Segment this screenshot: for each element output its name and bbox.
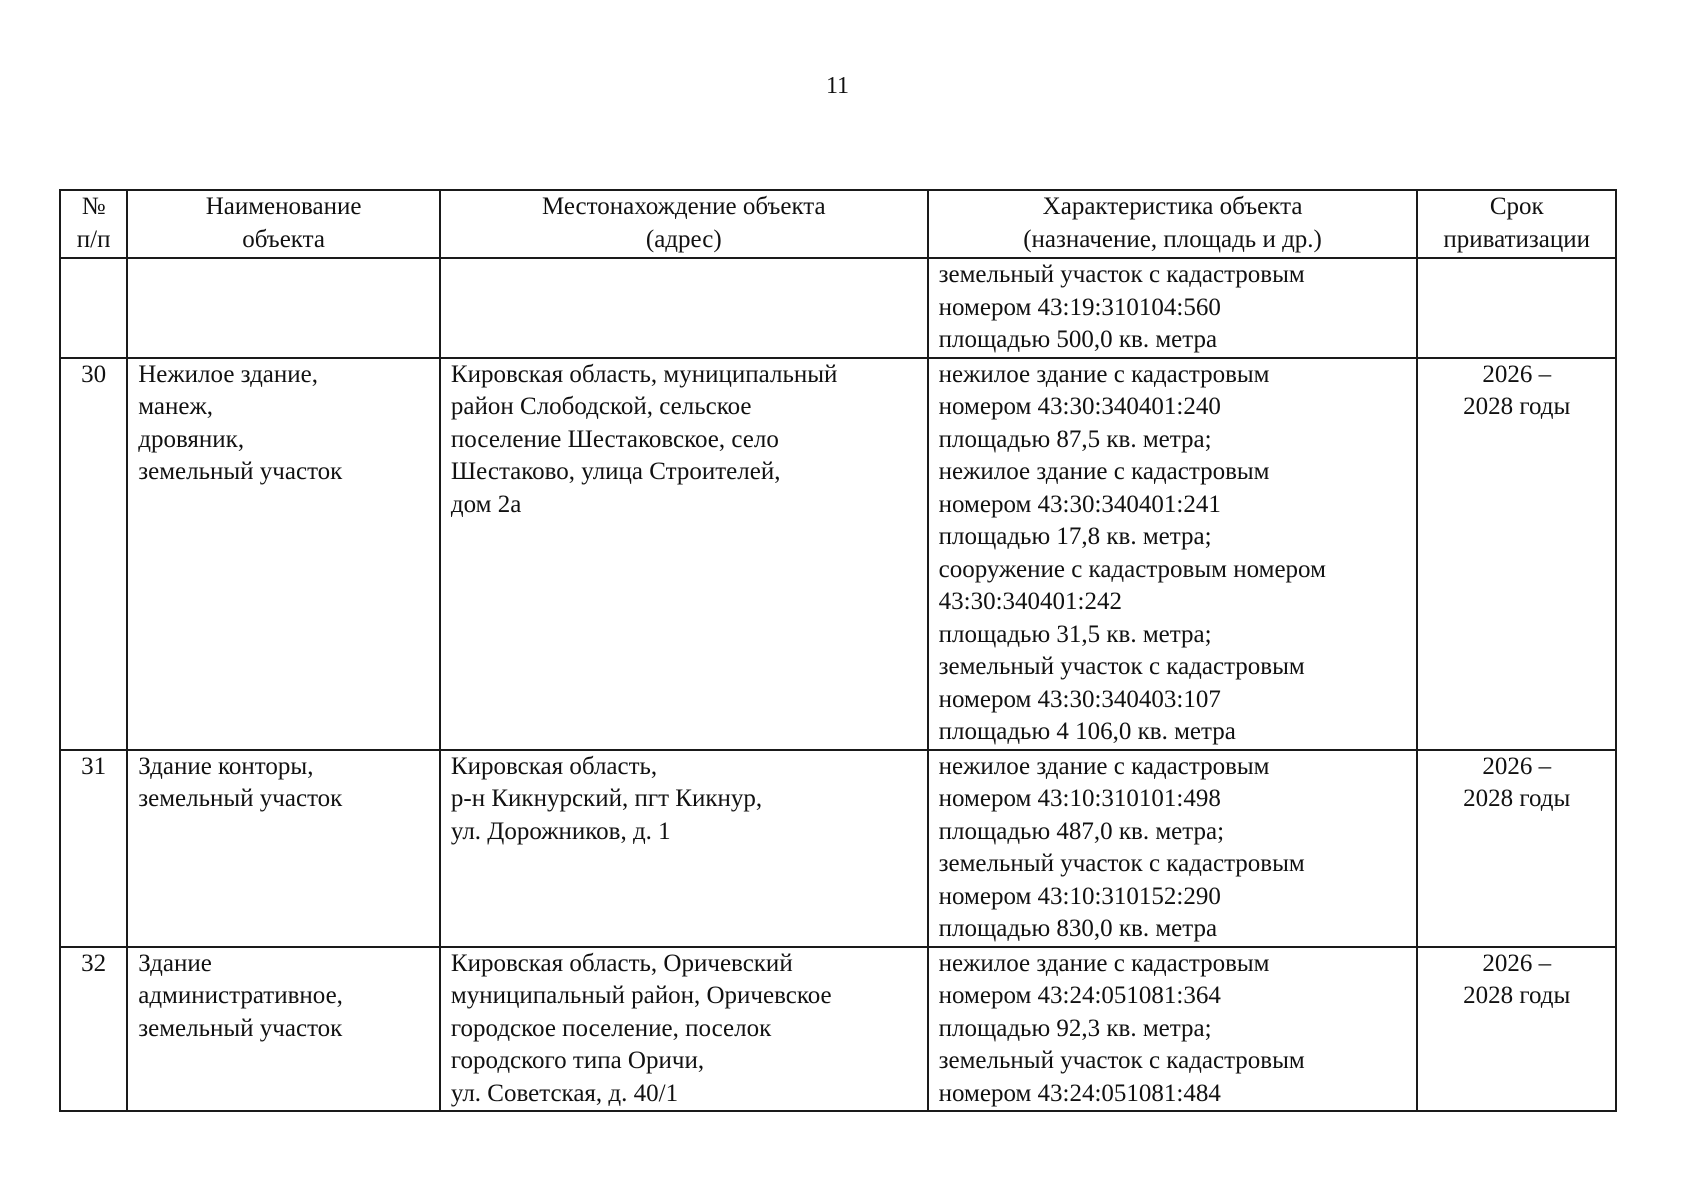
cell-address-line: Шестаково, улица Строителей, [450, 458, 781, 485]
table-row [60, 750, 1616, 947]
table-row [60, 358, 1616, 750]
cell-address-line: р-н Кикнурский, пгт Кикнур, [450, 785, 763, 812]
cell-address [440, 947, 928, 1112]
cell-characteristics-line: площадью 487,0 кв. метра; [938, 817, 1225, 845]
cell-characteristics-line: земельный участок с кадастровым [938, 1047, 1305, 1074]
cell-characteristics-line: площадью 4 106,0 кв. метра [938, 718, 1236, 745]
table-row [60, 258, 1616, 358]
cell-characteristics-line: номером 43:24:051081:364 [938, 982, 1221, 1009]
header-name-line: объекта [242, 225, 325, 253]
cell-characteristics-line: площадью 830,0 кв. метра [938, 915, 1218, 942]
cell-address-line: Кировская область, муниципальный [450, 360, 838, 388]
cell-characteristics-line: площадью 92,3 кв. метра; [938, 1014, 1212, 1042]
header-num [60, 190, 127, 258]
cell-characteristics-line: нежилое здание с кадастровым [938, 458, 1270, 485]
cell-characteristics [928, 358, 1418, 750]
cell-characteristics-line: нежилое здание с кадастровым [938, 949, 1270, 977]
cell-characteristics-line: номером 43:30:340401:241 [938, 490, 1221, 518]
header-characteristics [928, 190, 1418, 258]
header-address-line: (адрес) [645, 225, 722, 253]
cell-term [1417, 947, 1616, 1112]
cell-name-line: земельный участок [138, 785, 343, 812]
cell-address-line: городское поселение, поселок [450, 1014, 772, 1042]
cell-characteristics-line: номером 43:10:310101:498 [938, 785, 1221, 812]
cell-term-line: 2026 – [1482, 360, 1552, 388]
cell-num [60, 358, 127, 750]
cell-characteristics-line: земельный участок с кадастровым [938, 261, 1305, 288]
cell-characteristics-line: площадью 17,8 кв. метра; [938, 523, 1212, 550]
cell-name [127, 750, 440, 947]
cell-term-line: 2026 – [1482, 752, 1552, 780]
cell-name-line: земельный участок [138, 1014, 343, 1042]
cell-address-line: Кировская область, Оричевский [450, 949, 793, 977]
cell-characteristics-line: номером 43:30:340403:107 [938, 685, 1221, 713]
cell-name [127, 358, 440, 750]
cell-characteristics-line: номером 43:30:340401:240 [938, 393, 1221, 420]
cell-characteristics-line: 43:30:340401:242 [938, 588, 1122, 615]
cell-term [1417, 750, 1616, 947]
cell-num [60, 947, 127, 1112]
cell-term-line: 2028 годы [1463, 982, 1571, 1009]
header-num-line: № [81, 193, 106, 220]
header-name [127, 190, 440, 258]
cell-name-line: административное, [138, 982, 343, 1009]
cell-name-line: Нежилое здание, [138, 360, 319, 388]
cell-characteristics-line: площадью 500,0 кв. метра [938, 326, 1218, 353]
header-address-line: Местонахождение объекта [541, 193, 826, 220]
cell-name-line: манеж, [138, 393, 213, 420]
cell-characteristics-line: номером 43:10:310152:290 [938, 882, 1221, 910]
cell-name-line: земельный участок [138, 458, 343, 485]
cell-term-line: 2028 годы [1463, 393, 1571, 420]
header-term-line: приватизации [1443, 225, 1591, 253]
header-term [1417, 190, 1616, 258]
cell-address-line: район Слободской, сельское [450, 393, 752, 420]
header-name-line: Наименование [205, 193, 362, 220]
cell-address-line: ул. Советская, д. 40/1 [450, 1079, 679, 1107]
cell-term-line: 2026 – [1482, 949, 1552, 977]
cell-name [127, 258, 440, 358]
cell-characteristics-line: нежилое здание с кадастровым [938, 752, 1270, 780]
cell-characteristics-line: площадью 87,5 кв. метра; [938, 425, 1212, 453]
header-characteristics-line: (назначение, площадь и др.) [1023, 225, 1322, 253]
header-address [440, 190, 928, 258]
header-characteristics-line: Характеристика объекта [1042, 193, 1303, 220]
cell-num [60, 258, 127, 358]
cell-name [127, 947, 440, 1112]
page-number: 11 [825, 73, 850, 99]
cell-characteristics-line: номером 43:24:051081:484 [938, 1079, 1221, 1107]
cell-address-line: муниципальный район, Оричевское [450, 982, 832, 1009]
cell-address [440, 258, 928, 358]
cell-characteristics-line: земельный участок с кадастровым [938, 653, 1305, 680]
table-row [60, 947, 1616, 1112]
privatization-table [59, 189, 1617, 1112]
cell-address-line: городского типа Оричи, [450, 1047, 705, 1074]
cell-address-line: поселение Шестаковское, село [450, 425, 779, 453]
cell-num-value: 32 [81, 949, 107, 977]
cell-name-line: дровяник, [138, 425, 245, 453]
cell-address-line: дом 2а [450, 490, 522, 518]
cell-address-line: ул. Дорожников, д. 1 [450, 817, 671, 845]
cell-num [60, 750, 127, 947]
cell-characteristics-line: сооружение с кадастровым номером [938, 555, 1326, 583]
cell-address [440, 750, 928, 947]
cell-characteristics-line: площадью 31,5 кв. метра; [938, 620, 1212, 648]
cell-characteristics [928, 258, 1418, 358]
cell-term [1417, 258, 1616, 358]
cell-term [1417, 358, 1616, 750]
cell-num-value: 30 [81, 360, 107, 388]
cell-name-line: Здание конторы, [138, 752, 314, 780]
cell-term-line: 2028 годы [1463, 785, 1571, 812]
cell-address-line: Кировская область, [450, 752, 658, 780]
header-num-line: п/п [76, 225, 111, 253]
cell-characteristics-line: нежилое здание с кадастровым [938, 360, 1270, 388]
table-body [60, 258, 1616, 1111]
cell-characteristics-line: номером 43:19:310104:560 [938, 293, 1221, 321]
header-term-line: Срок [1489, 193, 1544, 220]
cell-name-line: Здание [138, 949, 212, 977]
cell-characteristics [928, 750, 1418, 947]
cell-num-value: 31 [81, 752, 107, 780]
table-header [60, 190, 1616, 258]
header-row [60, 190, 1616, 258]
cell-characteristics-line: земельный участок с кадастровым [938, 850, 1305, 877]
cell-characteristics [928, 947, 1418, 1112]
cell-address [440, 358, 928, 750]
